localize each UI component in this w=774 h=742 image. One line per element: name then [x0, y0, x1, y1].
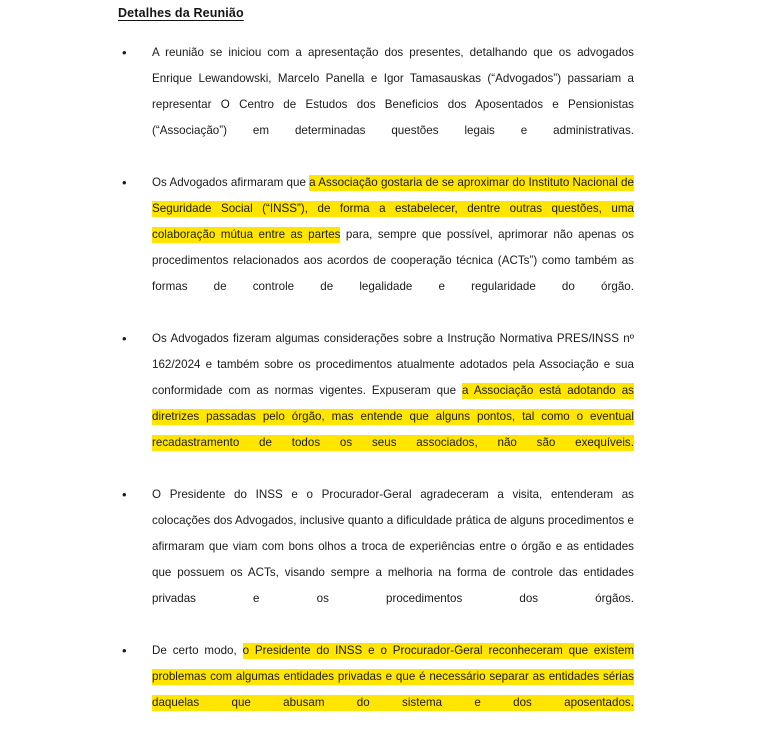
- meeting-details-list: [118, 40, 634, 742]
- paragraph-body: Os Advogados fizeram algumas considerações sobre a Instrução Normativa PRES/INSS nº 162/2024 e também sobre os procedimentos atualmente adotados pela Associação e sua conformidade com as normas vigentes. Expuseram que a Associação está adotando as diretrizes passadas pelo órgão, mas entende que alguns pontos, tal como o eventual recadastramento de todos os seus associados, não são exequíveis.: [152, 332, 634, 449]
- bullet-icon: •: [122, 175, 127, 190]
- paragraph-body: Os Advogados afirmaram que a Associação gostaria de se aproximar do Instituto Nacional de Seguridade Social (“INSS”), de forma a estabelecer, dentre outras questões, uma colaboração mútua entre as partes para, sempre que possível, aprimorar não apenas os procedimentos relacionados aos acordos de cooperação técnica (ACTs”) como também as formas de controle de legalidade e regularidade do órgão.: [152, 176, 634, 293]
- highlighted-text: o Presidente do INSS e o Procurador-Geral reconheceram que existem problemas com algumas entidades privadas e que é necessário separar as entidades sérias daquelas que abusam do sistema e dos aposentados.: [152, 644, 635, 709]
- highlighted-text: a Associação gostaria de se aproximar do Instituto Nacional de Seguridade Social (“INSS”), de forma a estabelecer, dentre outras questões, uma colaboração mútua entre as partes: [152, 176, 634, 241]
- list-item: [118, 482, 634, 638]
- list-item: [118, 40, 634, 170]
- list-item: [118, 638, 634, 742]
- paragraph-body: De certo modo, o Presidente do INSS e o Procurador-Geral reconheceram que existem problemas com algumas entidades privadas e que é necessário separar as entidades sérias daquelas que abusam do sistema e dos aposentados.: [152, 644, 635, 709]
- list-item: [118, 170, 634, 326]
- paragraph-body: A reunião se iniciou com a apresentação dos presentes, detalhando que os advogados Enrique Lewandowski, Marcelo Panella e Igor Tamasauskas (“Advogados”) passariam a representar O Centro de Estudos dos Beneficios dos Aposentados e Pensionistas (“Associação”) em determinadas questões legais e administrativas.: [152, 46, 634, 137]
- bullet-icon: •: [122, 45, 127, 60]
- highlighted-text: a Associação está adotando as diretrizes passadas pelo órgão, mas entende que alguns pontos, tal como o eventual recadastramento de todos os seus associados, não são exequíveis.: [152, 384, 634, 449]
- paragraph-body: O Presidente do INSS e o Procurador-Geral agradeceram a visita, entenderam as colocações dos Advogados, inclusive quanto a dificuldade prática de alguns procedimentos e afirmaram que viam com bons olhos a troca de experiências entre o órgão e as entidades que possuem os ACTs, visando sempre a melhoria na forma de controle das entidades privadas e os procedimentos dos órgãos.: [152, 488, 634, 605]
- bullet-icon: •: [122, 487, 127, 502]
- bullet-icon: •: [122, 643, 127, 658]
- page-title: Detalhes da Reunião: [118, 6, 244, 20]
- bullet-icon: •: [122, 331, 127, 346]
- list-item: [118, 326, 634, 482]
